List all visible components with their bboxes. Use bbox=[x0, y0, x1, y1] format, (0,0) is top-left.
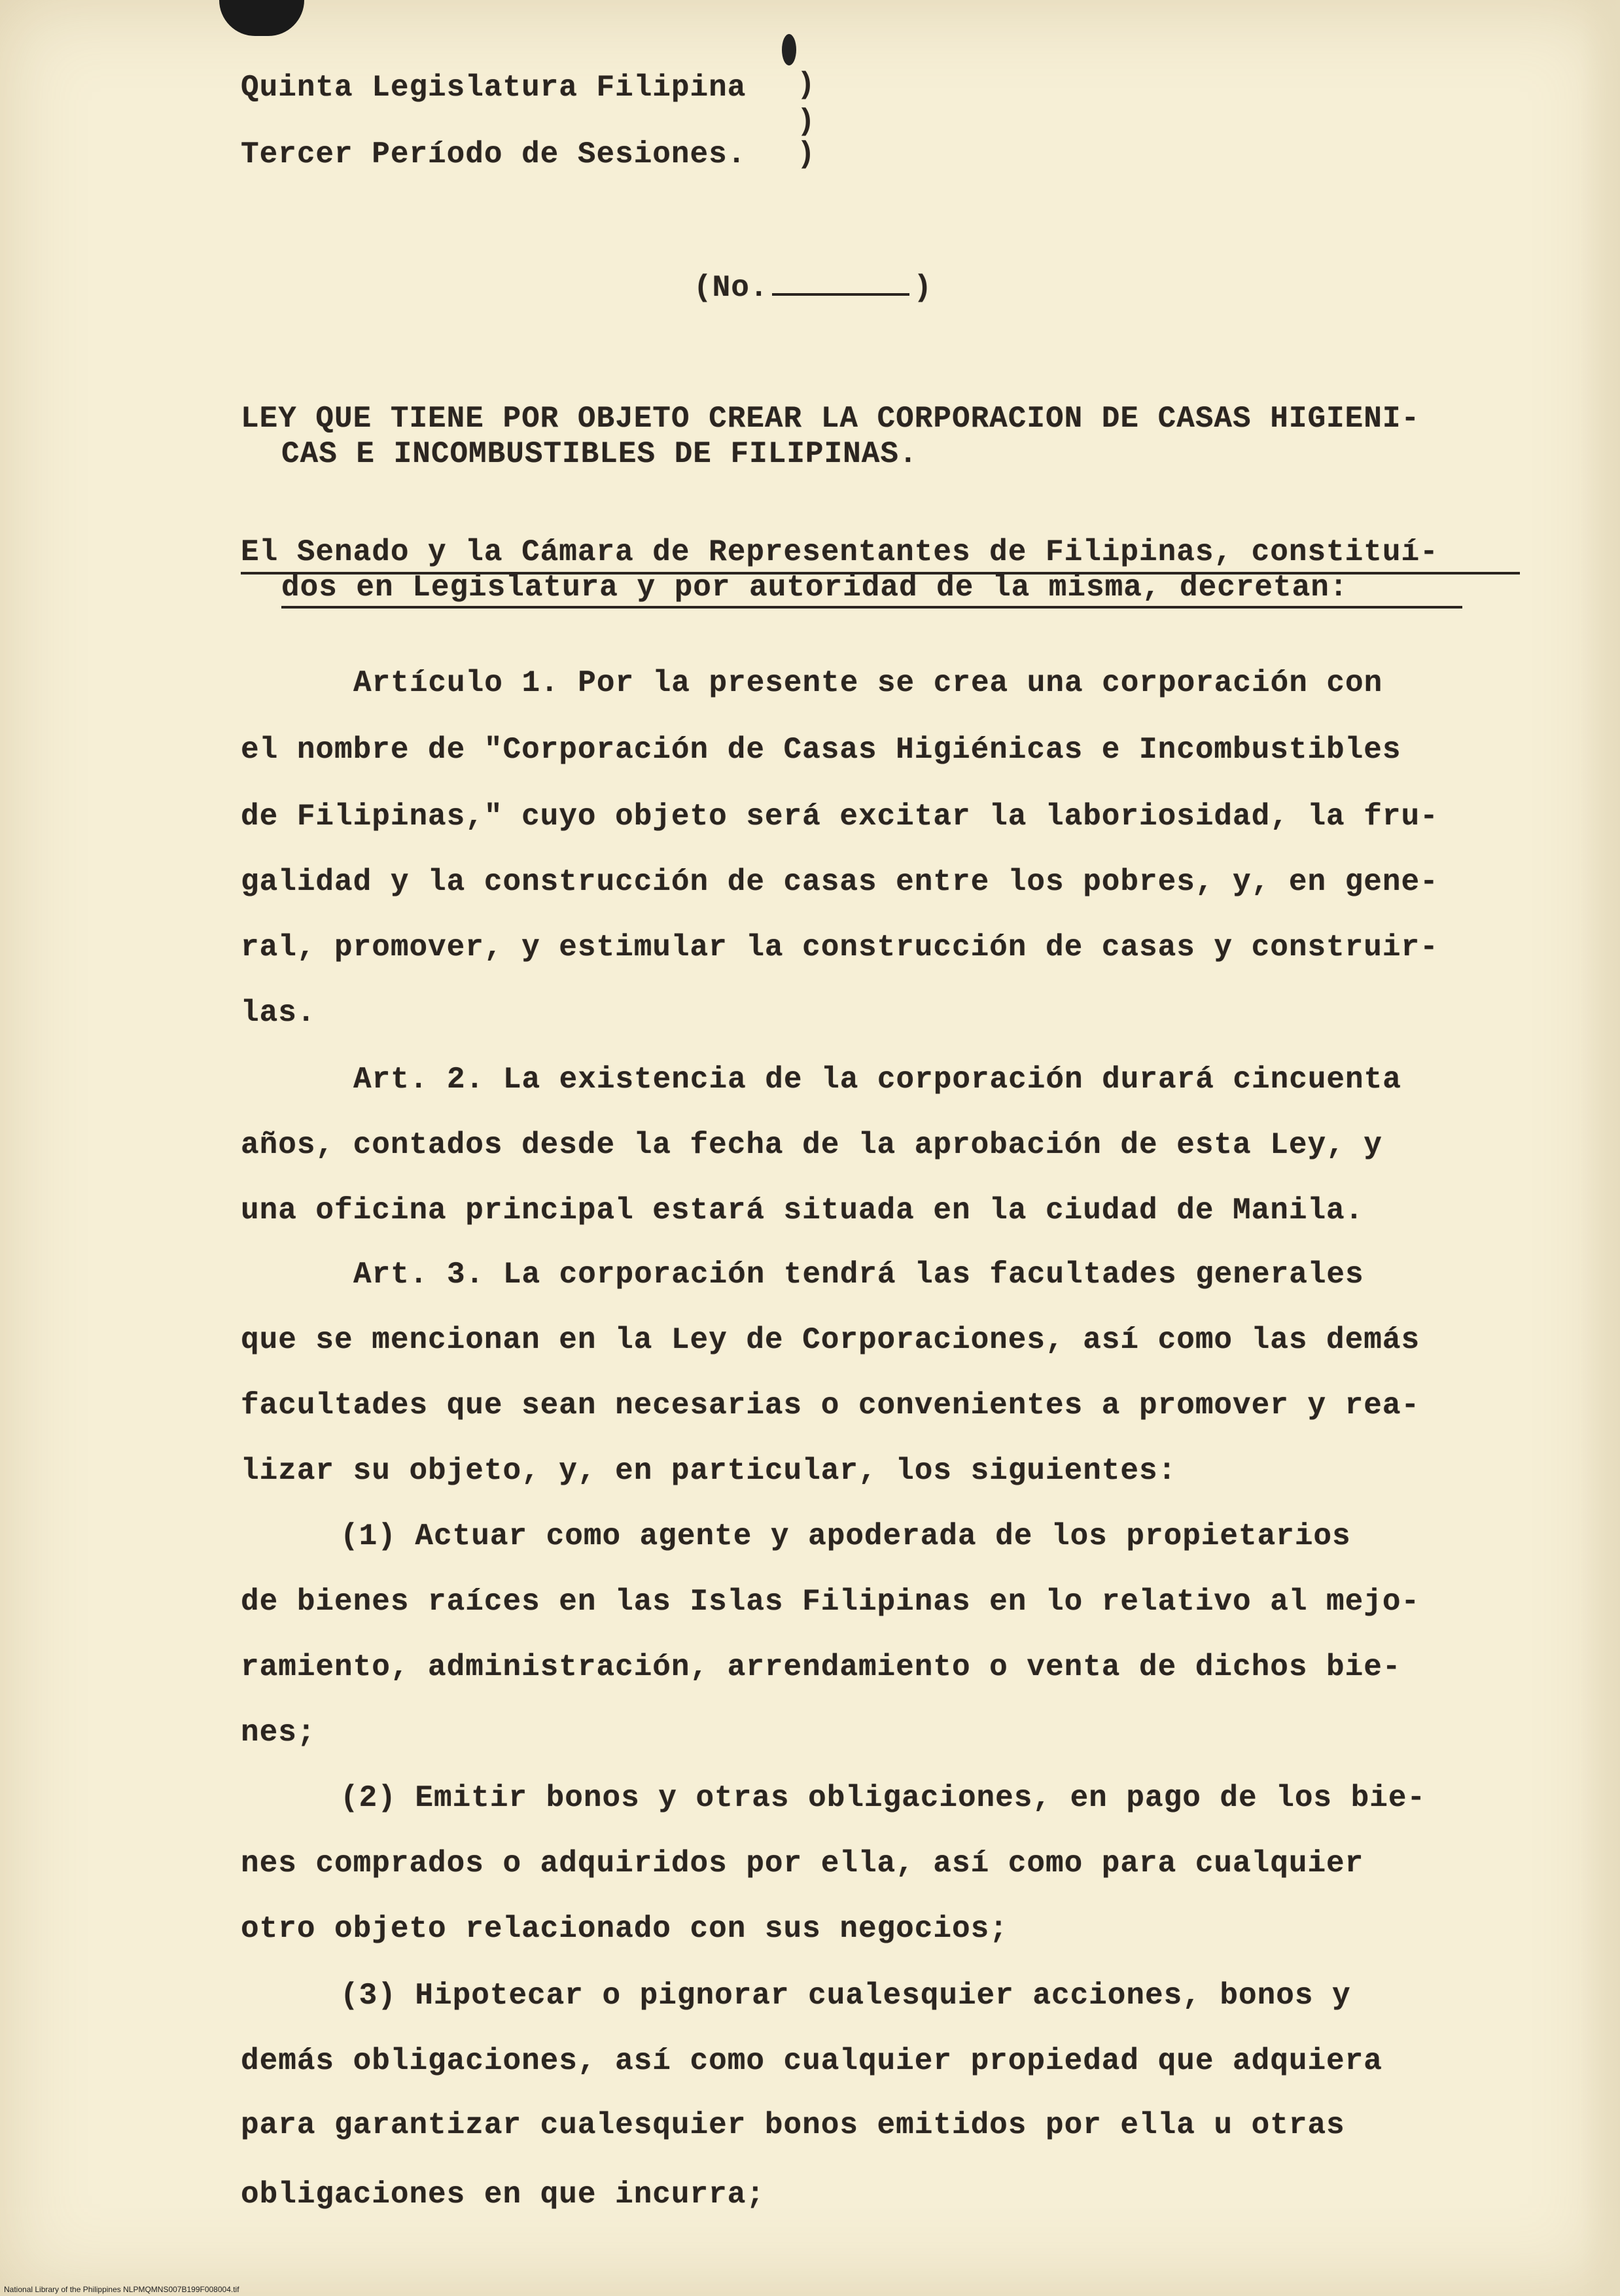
body-line: nes comprados o adquiridos por ella, así como para cualquier bbox=[241, 1846, 1364, 1881]
body-line: Art. 3. La corporación tendrá las facultades generales bbox=[353, 1258, 1364, 1292]
body-line: obligaciones en que incurra; bbox=[241, 2178, 765, 2212]
body-line: que se mencionan en la Ley de Corporaciones, así como las demás bbox=[241, 1323, 1420, 1357]
body-line: (3) Hipotecar o pignorar cualesquier acciones, bonos y bbox=[340, 1979, 1351, 2013]
archive-footer: National Library of the Philippines NLPMQMNS007B199F008004.tif bbox=[4, 2285, 239, 2294]
bill-number-open: (No. bbox=[694, 271, 769, 305]
enacting-underline bbox=[281, 606, 1462, 609]
body-line: nes; bbox=[241, 1716, 316, 1750]
body-line: el nombre de "Corporación de Casas Higiénicas e Incombustibles bbox=[241, 733, 1401, 767]
enacting-clause-line-1: El Senado y la Cámara de Representantes de Filipinas, constituí- bbox=[241, 535, 1439, 569]
body-line: demás obligaciones, así como cualquier propiedad que adquiera bbox=[241, 2044, 1382, 2078]
body-line: facultades que sean necesarias o convenientes a promover y rea- bbox=[241, 1388, 1420, 1422]
body-line: Artículo 1. Por la presente se crea una corporación con bbox=[353, 666, 1383, 700]
body-line: para garantizar cualesquier bonos emitidos por ella u otras bbox=[241, 2108, 1345, 2142]
title-line-1: LEY QUE TIENE POR OBJETO CREAR LA CORPORACION DE CASAS HIGIENI- bbox=[241, 402, 1420, 436]
body-line: Art. 2. La existencia de la corporación durará cincuenta bbox=[353, 1063, 1401, 1097]
body-line: (2) Emitir bonos y otras obligaciones, en pago de los bie- bbox=[340, 1781, 1426, 1815]
body-line: las. bbox=[241, 996, 316, 1030]
header-bracket: ) bbox=[797, 68, 815, 102]
header-session: Tercer Período de Sesiones. bbox=[241, 137, 747, 171]
body-line: una oficina principal estará situada en la ciudad de Manila. bbox=[241, 1193, 1364, 1227]
body-line: (1) Actuar como agente y apoderada de los propietarios bbox=[340, 1519, 1351, 1553]
enacting-clause-line-2: dos en Legislatura y por autoridad de la misma, decretan: bbox=[281, 571, 1348, 605]
body-line: otro objeto relacionado con sus negocios; bbox=[241, 1912, 1008, 1946]
ink-blot bbox=[782, 34, 796, 65]
body-line: ramiento, administración, arrendamiento o venta de dichos bie- bbox=[241, 1650, 1401, 1684]
body-line: de Filipinas," cuyo objeto será excitar la laboriosidad, la fru- bbox=[241, 800, 1439, 834]
title-line-2: CAS E INCOMBUSTIBLES DE FILIPINAS. bbox=[281, 437, 918, 471]
body-line: galidad y la construcción de casas entre los pobres, y, en gene- bbox=[241, 865, 1439, 899]
header-bracket: ) bbox=[797, 105, 815, 139]
header-bracket: ) bbox=[797, 137, 815, 171]
bill-number bbox=[694, 270, 932, 305]
bill-number-close: ) bbox=[913, 271, 933, 305]
body-line: de bienes raíces en las Islas Filipinas en lo relativo al mejo- bbox=[241, 1585, 1420, 1619]
body-line: lizar su objeto, y, en particular, los siguientes: bbox=[241, 1454, 1177, 1488]
body-line: ral, promover, y estimular la construcción de casas y construir- bbox=[241, 930, 1439, 964]
bill-number-blank bbox=[772, 270, 909, 296]
punch-hole bbox=[219, 0, 304, 36]
paper-edge bbox=[1581, 0, 1620, 2296]
body-line: años, contados desde la fecha de la aprobación de esta Ley, y bbox=[241, 1128, 1382, 1162]
header-legislature: Quinta Legislatura Filipina bbox=[241, 71, 747, 105]
